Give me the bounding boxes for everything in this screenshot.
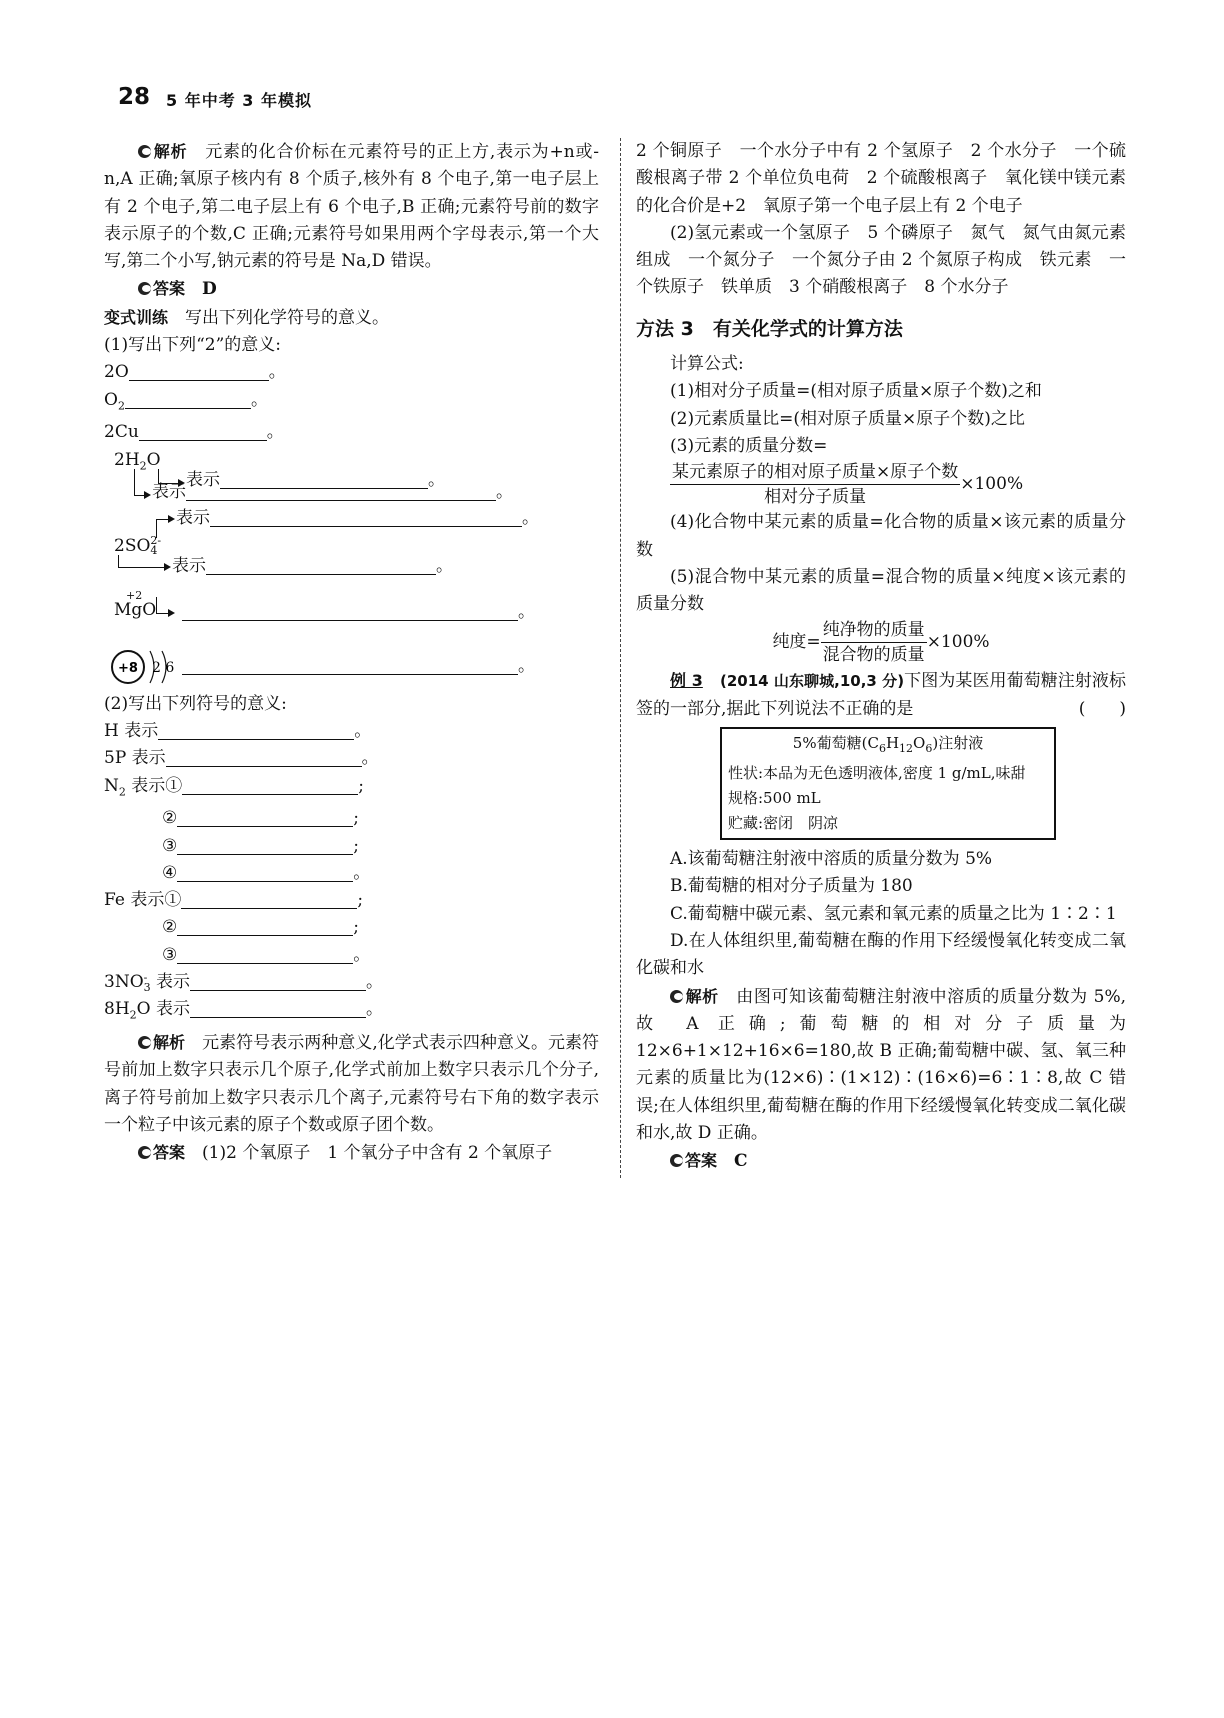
book-title: 5 年中考 3 年模拟 [166, 91, 312, 110]
answer-2: 答案 (1)2 个氧原子 1 个氧分子中含有 2 个氧原子 [104, 1139, 599, 1167]
answer-blank[interactable] [182, 774, 358, 795]
analysis-paragraph-2: 解析 元素符号表示两种意义,化学式表示四种意义。元素符号前加上数字只表示几个原子,化学式前加上数字只表示几个分子,离子符号前加上数字只表示几个离子,元素符号右下角的数字表示一个粒子中该元素的原子个数或原子团个数。 [104, 1033, 600, 1135]
answer-3: 答案 C [636, 1147, 1126, 1175]
glucose-label-spec: 规格:500 mL [728, 789, 821, 808]
item-2Cu: 2Cu 。 [104, 422, 284, 443]
answer-blank[interactable] [182, 600, 518, 621]
example-3: 例 3 (2014 山东聊城,10,3 分)下图为某医用葡萄糖注射液标签的一部分,据此下列说法不正确的是 ( ) [636, 671, 1126, 719]
answer-blank[interactable] [177, 915, 353, 936]
svg-text:2 6: 2 6 [152, 659, 175, 676]
formula-MgO: +2 MgO [114, 588, 157, 620]
item-3NO3: 3NO - 3 表示 。 [104, 970, 384, 994]
answer-1: 答案 D [104, 275, 599, 303]
formula-2SO4: 2SO 2- 4 [114, 534, 162, 558]
oxygen-atom-diagram-icon [106, 643, 190, 691]
answer-blank[interactable] [181, 888, 357, 909]
analysis-marker-icon [138, 1036, 151, 1049]
option-d[interactable]: D.在人体组织里,葡萄糖在酶的作用下经缓慢氧化转变成二氧化碳和水 [636, 930, 1126, 979]
answer-blank[interactable] [177, 943, 353, 964]
answer-blank[interactable] [190, 997, 366, 1018]
column-divider [620, 138, 621, 1178]
item-H: H 表示 。 [104, 720, 372, 741]
option-a[interactable]: A.该葡萄糖注射液中溶质的质量分数为 5% [670, 849, 993, 870]
bracket-diagrams: $2H_2O$ 表示 。 表示 。 表示 。 2SO 2- 4 表示 。 +2 MgO 。 [104, 447, 599, 643]
item-5P: 5P 表示 。 [104, 748, 379, 769]
answer-marker-icon [670, 1154, 683, 1167]
answer-2-continued: 2 个铜原子 一个水分子中有 2 个氢原子 2 个水分子 一个硫酸根离子带 2 个单位负电荷 2 个硫酸根离子 氧化镁中镁元素的化合价是+2 氧原子第一个电子层上有 2 个电子 [636, 141, 1126, 216]
method-3-heading: 方法 3 有关化学式的计算方法 [636, 317, 903, 340]
answer-blank[interactable] [177, 834, 353, 855]
part2-title: (2)写出下列符号的意义: [104, 693, 287, 714]
answer-blank[interactable] [125, 388, 251, 409]
answer-blank[interactable] [190, 970, 366, 991]
glucose-label-property: 性状:本品为无色透明液体,密度 1 g/mL,味甜 [728, 764, 1026, 783]
item-O2: $O_2$ 。 [104, 389, 268, 413]
answer-blank[interactable] [206, 554, 436, 575]
answer-blank[interactable] [166, 746, 362, 767]
arrow-icon [168, 609, 175, 617]
glucose-label-title: 5%葡萄糖$(C_6H_{12}O_6)$注射液 [792, 734, 984, 756]
svg-text:+8: +8 [118, 660, 138, 676]
option-b[interactable]: B.葡萄糖的相对分子质量为 180 [670, 876, 913, 897]
left-column: 解析 元素的化合价标在元素符号的正上方,表示为+n或-n,A 正确;氧原子核内有 8 个质子,核外有 8 个电子,第一电子层上有 2 个电子,第二电子层上有 6 个电子,B 正确;元素符号前的数字表示原子的个数,C 正确;元素符号如果用两个字母表示,第一个大写,第二个小写,钠元素的符号是 Na,D 错误。 答案 D 变式训练 写出下列化学符号的意义。 (1)写出下列“2”的意义: 2O 。 $O_2$ 。 2Cu 。 $2H_2O$ 表示 。 表示 。 表示 。 2SO 2- 4 表示 。 +2 MgO 。 +8 2 6 。 (2)写出下列符号的意义: H 表示 。 5P 表示 。 $N_2$ 表示① ; ② ; ③ ; ④ 。 Fe 表示① ; ② ; ③ 。 3NO - 3 表示 。 $8H_2O$ 表示 。 解析 元素符号表示两种意义,化学式表示四种意义。元素符号前加上数字只表示几个原子,化学式前加上数字只表示几个分子,离子符号前加上数字只表示几个离子,元素符号右下角的数字表示一个粒子中该元素的原子个数或原子团个数。 答案 (1)2 个氧原子 1 个氧分子中含有 2 个氧原子 [104, 138, 599, 1167]
analysis-paragraph-3: 解析 由图可知该葡萄糖注射液中溶质的质量分数为 5%,故 A 正确;葡萄糖的相对分子质量为 12×6+1×12+16×6=180,故 B 正确;葡萄糖中碳、氢、氧三种元素的质量比为(12×6)∶(1×12)∶(16×6)=6∶1∶8,故 C 错误;在人体组织里,葡萄糖在酶的作用下经缓慢氧化转变成二氧化碳和水,故 D 正确。 [636, 986, 1127, 1144]
answer-marker-icon [138, 1146, 151, 1159]
answer-marker-icon [138, 282, 151, 295]
answer-2-part2: (2)氢元素或一个氢原子 5 个磷原子 氮气 氮气由氮元素组成 一个氮分子 一个氮分子由 2 个氮原子构成 铁元素 一个铁原子 铁单质 3 个硝酸根离子 8 个水分子 [636, 222, 1126, 298]
answer-blank[interactable] [129, 360, 269, 381]
right-column [636, 138, 1126, 1176]
answer-blank[interactable] [186, 480, 496, 501]
arrow-icon [164, 563, 171, 571]
variant-training: 变式训练 写出下列化学符号的意义。 [104, 307, 390, 328]
analysis-marker-icon [670, 990, 683, 1003]
glucose-label-box [720, 727, 1056, 840]
item-2O: 2O 。 [104, 362, 286, 383]
purity-formula: 纯度= $\frac{\text{纯净物的质量}}{\text{混合物的质量}}$ ×100% [772, 620, 990, 666]
formula-3-fraction: $\frac{\text{某元素原子的相对原子质量×原子个数}}{\text{相对分子质量}}$ ×100% [672, 462, 1024, 508]
bracket-line [118, 555, 165, 568]
analysis-paragraph-1: 解析 元素的化合价标在元素符号的正上方,表示为+n或-n,A 正确;氧原子核内有 8 个质子,核外有 8 个电子,第一电子层上有 2 个电子,第二电子层上有 6 个电子,B 正确;元素符号前的数字表示原子的个数,C 正确;元素符号如果用两个字母表示,第一个大写,第二个小写,钠元素的符号是 Na,D 错误。 [104, 142, 599, 272]
item-N2: $N_2$ 表示① ; [104, 775, 365, 798]
formula-label: 计算公式: [670, 354, 744, 375]
formula-2: (2)元素质量比=(相对原子质量×原子个数)之比 [670, 408, 1025, 429]
atom-structure-item: +8 2 6 。 [104, 643, 599, 691]
arrow-icon [168, 515, 175, 523]
item-Fe: Fe 表示① ; [104, 890, 364, 911]
option-c[interactable]: C.葡萄糖中碳元素、氢元素和氧元素的质量之比为 1∶2∶1 [670, 903, 1117, 924]
answer-blank[interactable] [182, 654, 518, 675]
formula-1: (1)相对分子质量=(相对原子质量×原子个数)之和 [670, 381, 1042, 402]
formula-4: (4)化合物中某元素的质量=化合物的质量×该元素的质量分数 [636, 512, 1126, 560]
answer-blank[interactable] [158, 719, 354, 740]
answer-blank[interactable] [210, 506, 522, 527]
formula-5: (5)混合物中某元素的质量=混合物的质量×纯度×该元素的质量分数 [636, 566, 1126, 615]
answer-blank[interactable] [177, 861, 353, 882]
arrow-icon [144, 491, 151, 499]
answer-blank[interactable] [139, 420, 267, 441]
glucose-label-storage: 贮藏:密闭 阴凉 [728, 814, 839, 833]
formula-3: (3)元素的质量分数= [670, 435, 828, 456]
item-8H2O: $8H_2O$ 表示 。 [104, 999, 383, 1022]
page-number: 28 [118, 84, 151, 110]
answer-blank[interactable] [177, 806, 353, 827]
part1-title: (1)写出下列“2”的意义: [104, 335, 282, 356]
analysis-marker-icon [138, 145, 151, 158]
formula-2H2O: $2H_2O$ [114, 449, 161, 473]
